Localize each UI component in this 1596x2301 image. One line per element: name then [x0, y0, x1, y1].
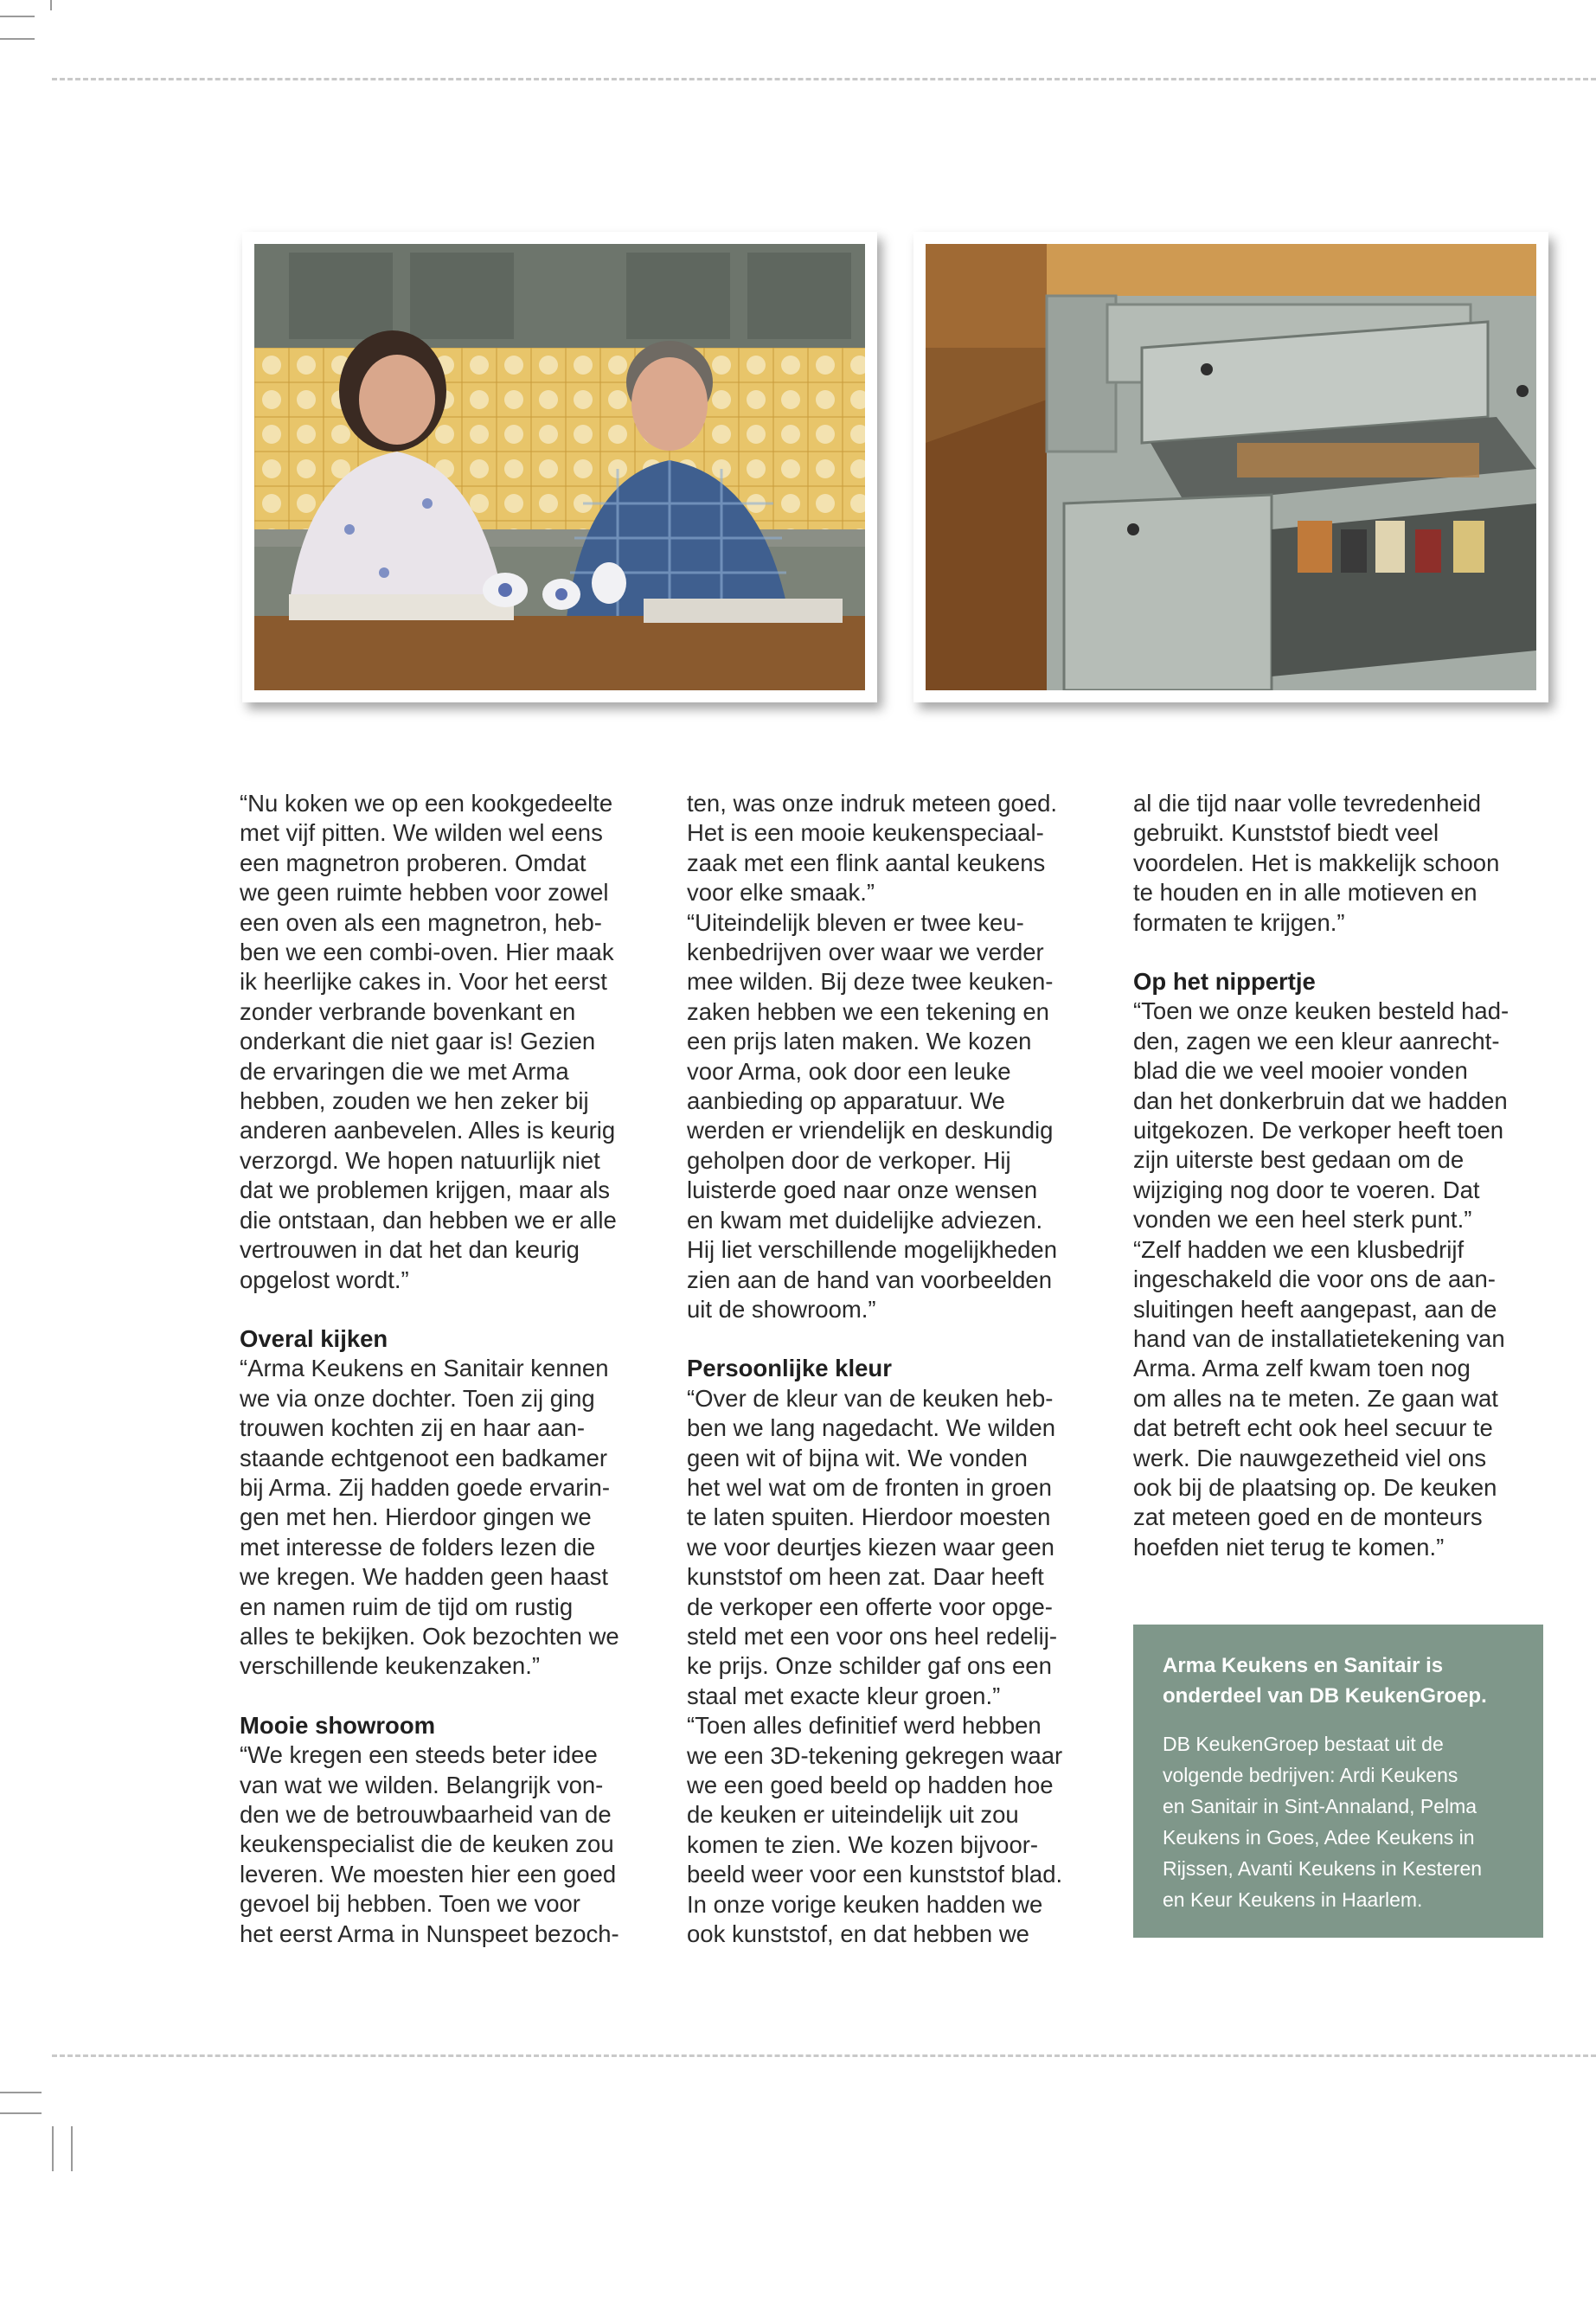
info-box-body: DB KeukenGroep bestaat uit de volgende bedrijven: Ardi Keukens en Sanitair in Sint-Annaland, Pelma Keukens in Goes, Adee Keukens in Rijssen, Avanti Keukens in Kesteren en Keur Keukens in Haarlem.	[1163, 1733, 1483, 1911]
bottom-dashed-rule	[52, 2054, 1596, 2057]
subheading: Op het nippertje	[1133, 968, 1316, 996]
paragraph: “Arma Keukens en Sanitair kennen we via onze dochter. Toen zij ging trouwen kochten zij en haar aan- staande echtgenoot een badkamer bij Arma. Zij hadden goede ervarin- gen met hen. Hierdoor gingen we met interesse de folders lezen die we kregen. We hadden geen haast en namen ruim de tijd om rustig alles te bekijken. Ook bezochten we verschillende keukenzaken.”	[240, 1355, 619, 1680]
subheading: Mooie showroom	[240, 1711, 436, 1739]
paragraph: ten, was onze indruk meteen goed. Het is een mooie keukenspeciaal- zaak met een flink aantal keukens voor elke smaak.” “Uiteindelijk bleven er twee keu- kenbedrijven over waar we verder mee wilden. Bij deze twee keuken- zaken hebben we een tekening en een prijs laten maken. We kozen voor Arma, ook door een leuke aanbieding op apparatuur. We werden er vriendelijk en deskundig geholpen door de verkoper. Hij luisterde goed naar onze wensen en kwam met duidelijke adviezen. Hij liet verschillende mogelijkheden zien aan de hand van voorbeelden uit de showroom.”	[687, 790, 1058, 1323]
paragraph: “We kregen een steeds beter idee van wat we wilden. Belangrijk von- den we de betrouwbaarheid van de keukenspecialist die de keuken zou leveren. We moesten hier een goed gevoel bij hebben. Toen we voor het eerst Arma in Nunspeet bezoch-	[240, 1741, 619, 1947]
paragraph: “Over de kleur van de keuken heb- ben we lang nagedacht. We wilden geen wit of bijna wit. We vonden het wel wat om de fronten in groen te laten spuiten. Hierdoor moesten we voor deurtjes kiezen waar geen kunststof om heen zat. Daar heeft de verkoper een offerte voor opge- steld met een voor ons heel redelij- ke prijs. Onze schilder gaf ons een staal met exacte kleur groen.” “Toen alles definitief werd hebben we een 3D-tekening gekregen waar we een goed beeld op hadden hoe de keuken er uiteindelijk uit zou komen te zien. We kozen bijvoor- beeld weer voor een kunststof blad. In onze vorige keuken hadden we ook kunststof, en dat hebben we	[687, 1384, 1063, 1948]
crop-mark	[50, 0, 52, 10]
crop-mark	[71, 2126, 73, 2171]
crop-mark	[52, 2126, 54, 2171]
text-column-1	[240, 789, 646, 1949]
crop-mark	[0, 38, 35, 40]
photo-kitchen-drawers	[926, 244, 1536, 690]
crop-mark	[0, 2092, 42, 2093]
crop-mark	[0, 2112, 42, 2114]
paragraph: al die tijd naar volle tevredenheid gebruikt. Kunststof biedt veel voordelen. Het is makkelijk schoon te houden en in alle motieven en formaten te krijgen.”	[1133, 790, 1500, 936]
photo-couple-at-kitchen-table	[254, 244, 865, 690]
photo-drawers-frame	[913, 232, 1548, 702]
subheading: Overal kijken	[240, 1324, 388, 1352]
text-column-3	[1133, 789, 1548, 1562]
paragraph: “Nu koken we op een kookgedeelte met vijf pitten. We wilden wel eens een magnetron proberen. Omdat we geen ruimte hebben voor zowel een oven als een magnetron, heb- ben we een combi-oven. Hier maak ik heerlijke cakes in. Voor het eerst zonder verbrande bovenkant en onderkant die niet gaar is! Gezien de ervaringen die we met Arma hebben, zouden we hen zeker bij anderen aanbevelen. Alles is keurig verzorgd. We hopen natuurlijk niet dat we problemen krijgen, maar als die ontstaan, dan hebben we er alle vertrouwen in dat het dan keurig opgelost wordt.”	[240, 790, 617, 1293]
paragraph: “Toen we onze keuken besteld had- den, zagen we een kleur aanrecht- blad die we veel mooier vonden dan het donkerbruin dat we hadden uitgekozen. De verkoper heeft toen zijn uiterste best gedaan om de wijziging nog door te voeren. Dat vonden we een heel sterk punt.” “Zelf hadden we een klusbedrijf ingeschakeld die voor ons de aan- sluitingen heeft aangepast, aan de hand van de installatietekening van Arma. Arma zelf kwam toen nog om alles na te meten. Ze gaan wat dat betreft echt ook heel secuur te werk. Die nauwgezetheid viel ons ook bij de plaatsing op. De keuken zat meteen goed en de monteurs hoefden niet terug te komen.”	[1133, 997, 1509, 1561]
subheading: Persoonlijke kleur	[687, 1355, 892, 1382]
info-box-title: Arma Keukens en Sanitair is onderdeel van DB KeukenGroep.	[1163, 1654, 1487, 1708]
top-dashed-rule	[52, 78, 1596, 80]
text-column-2	[687, 789, 1102, 1949]
crop-mark	[0, 16, 35, 17]
company-info-box	[1133, 1625, 1543, 1938]
photo-couple-frame	[242, 232, 877, 702]
